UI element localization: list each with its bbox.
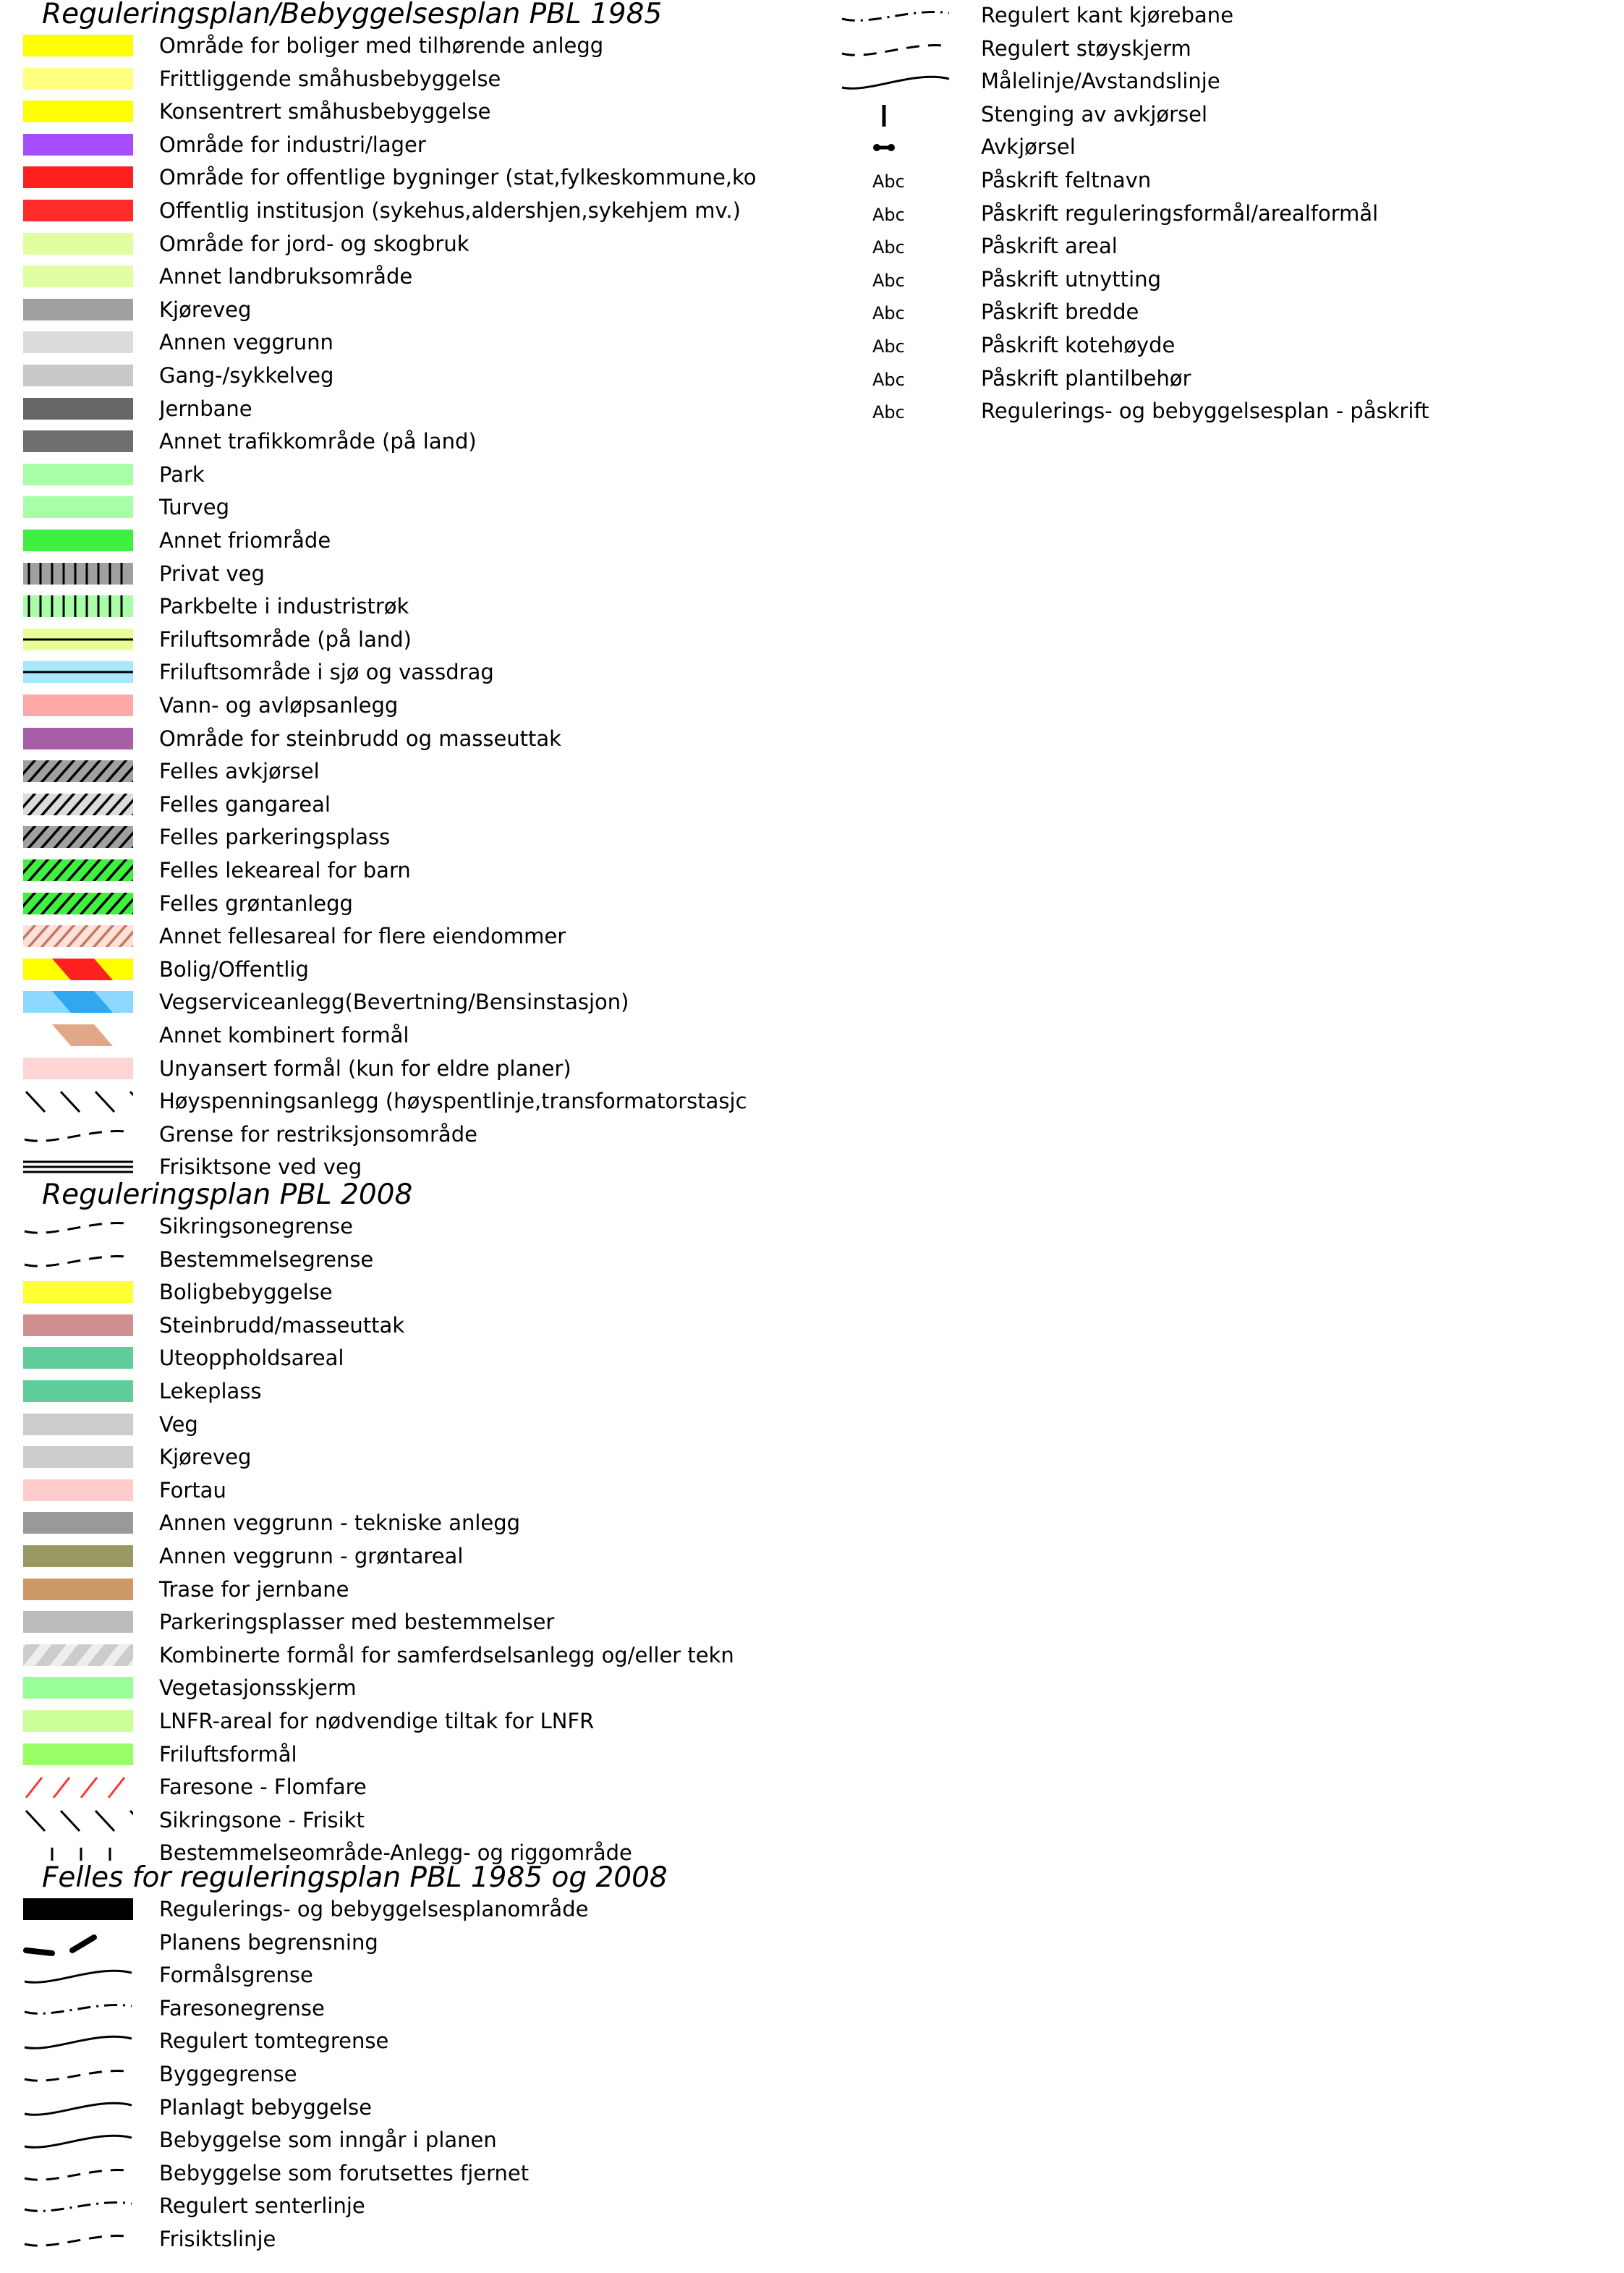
legend-item — [0, 1958, 817, 1992]
legend-symbol-curve — [23, 2091, 133, 2124]
legend-label: Friluftsområde i sjø og vassdrag — [159, 660, 494, 684]
legend-label: Annet landbruksområde — [159, 264, 413, 289]
legend-label: Påskrift utnytting — [981, 267, 1162, 292]
legend-item — [0, 953, 817, 986]
legend-item — [0, 722, 817, 755]
svg-text:Abc: Abc — [872, 402, 905, 422]
legend-label: Steinbrudd/masseuttak — [159, 1313, 405, 1338]
section-heading: Reguleringsplan/Bebyggelsesplan PBL 1985 — [42, 0, 663, 30]
legend-label: Sikringsonegrense — [159, 1214, 353, 1239]
legend-label: Jernbane — [159, 396, 252, 421]
legend-item — [0, 1309, 817, 1342]
legend-symbol-fill — [23, 1671, 133, 1704]
legend-label: Påskrift kotehøyde — [981, 333, 1176, 357]
legend-label: Annet trafikkområde (på land) — [159, 429, 477, 454]
legend-symbol-arrow — [841, 130, 951, 163]
legend-label: Vegetasjonsskjerm — [159, 1675, 357, 1700]
legend-label: Felles gangareal — [159, 792, 331, 817]
legend-label: Boligbebyggelse — [159, 1280, 333, 1304]
legend-symbol-hatch — [23, 820, 133, 854]
legend-item — [0, 295, 1603, 328]
legend-symbol-fill — [23, 1474, 133, 1507]
legend-item — [0, 263, 1603, 296]
legend-symbol-dashcurve — [23, 2057, 133, 2091]
legend-label: Vann- og avløpsanlegg — [159, 693, 399, 718]
legend-item — [0, 2222, 817, 2256]
legend-label: Trase for jernbane — [159, 1577, 349, 1602]
section-heading: Felles for reguleringsplan PBL 1985 og 2008 — [42, 1861, 668, 1894]
legend-label: Lekeplass — [159, 1379, 262, 1403]
svg-text:Abc: Abc — [872, 271, 905, 291]
legend-item — [0, 1926, 817, 1959]
legend-symbol-combo — [23, 985, 133, 1019]
legend-item — [0, 197, 1603, 230]
legend-label: Byggegrense — [159, 2062, 297, 2086]
legend-label: Parkeringsplasser med bestemmelser — [159, 1610, 555, 1634]
legend-item — [0, 1052, 817, 1085]
legend-item — [0, 590, 817, 623]
legend-label: Bestemmelsegrense — [159, 1247, 374, 1272]
legend-symbol-greystripe — [23, 1639, 133, 1672]
legend-label: Målelinje/Avstandslinje — [981, 69, 1220, 93]
legend-item — [0, 1506, 817, 1539]
legend-item — [0, 229, 1603, 263]
legend-item — [0, 98, 1603, 131]
legend-label: Planlagt bebyggelse — [159, 2095, 373, 2120]
legend-item — [0, 1892, 817, 1926]
legend-label: Planens begrensning — [159, 1930, 378, 1955]
legend-label: Felles lekeareal for barn — [159, 858, 411, 883]
legend-item — [0, 1605, 817, 1639]
legend-label: Friluftsområde (på land) — [159, 627, 412, 652]
legend-label: Formålsgrense — [159, 1963, 313, 1987]
legend-symbol-thickdash — [23, 1926, 133, 1959]
legend-symbol-fill — [23, 1375, 133, 1408]
legend-item — [0, 130, 1603, 163]
legend-label: Friluftsformål — [159, 1742, 297, 1767]
legend-symbol-dashdot — [841, 0, 951, 32]
legend-symbol-fill — [23, 458, 133, 491]
legend-item — [0, 1243, 817, 1276]
legend-symbol-vbars — [23, 590, 133, 623]
legend-symbol-text — [841, 328, 951, 362]
legend-item — [0, 32, 1603, 65]
legend-item — [0, 458, 817, 491]
legend-label: Annet friområde — [159, 528, 331, 553]
legend-symbol-fill — [23, 1573, 133, 1606]
legend-symbol-curve — [23, 2024, 133, 2057]
legend-item — [0, 163, 1603, 197]
legend-symbol-hatch — [23, 755, 133, 788]
legend-item — [0, 1440, 817, 1474]
legend-symbol-text — [841, 197, 951, 230]
legend-label: Konsentrert småhusbebyggelse — [159, 99, 491, 124]
legend-item — [0, 1474, 817, 1507]
legend-item — [0, 854, 817, 887]
legend-label: Frisiktslinje — [159, 2227, 276, 2251]
legend-label: Felles avkjørsel — [159, 759, 320, 783]
legend-item — [0, 655, 817, 689]
legend-label: Kombinerte formål for samferdselsanlegg og/eller tekn — [159, 1643, 734, 1667]
legend-item — [0, 557, 817, 590]
legend-symbol-text — [841, 394, 951, 428]
legend-label: Regulerings- og bebyggelsesplan - påskrift — [981, 399, 1429, 423]
legend-item — [0, 1118, 817, 1151]
legend-item — [0, 524, 817, 557]
legend-symbol-fill — [23, 1539, 133, 1573]
legend-label: Annen veggrunn - grøntareal — [159, 1544, 464, 1568]
legend-item — [0, 887, 817, 920]
legend-label: Avkjørsel — [981, 135, 1076, 159]
svg-text:Abc: Abc — [872, 336, 905, 357]
legend-label: Område for industri/lager — [159, 132, 426, 157]
legend-symbol-fill — [23, 1440, 133, 1474]
legend-item — [0, 2091, 817, 2124]
legend-symbol-fill — [23, 490, 133, 524]
legend-item — [0, 2189, 817, 2222]
legend-label: Stenging av avkjørsel — [981, 102, 1208, 127]
legend-label: Frisiktsone ved veg — [159, 1155, 362, 1179]
legend-label: Regulert senterlinje — [159, 2193, 365, 2218]
legend-label: Park — [159, 462, 205, 487]
legend-symbol-fill — [23, 1408, 133, 1441]
legend-label: Parkbelte i industristrøk — [159, 594, 409, 619]
legend-item — [0, 1671, 817, 1704]
svg-text:Abc: Abc — [872, 237, 905, 258]
legend-label: Høyspenningsanlegg (høyspentlinje,transformatorstasjc — [159, 1089, 747, 1113]
legend-label: Felles parkeringsplass — [159, 825, 391, 849]
legend-label: Faresonegrense — [159, 1996, 325, 2021]
legend-label: Gang-/sykkelveg — [159, 363, 334, 388]
legend-label: Område for jord- og skogbruk — [159, 231, 469, 256]
legend-label: Regulert tomtegrense — [159, 2028, 389, 2053]
legend-label: Kjøreveg — [159, 297, 252, 322]
legend-symbol-fill — [23, 524, 133, 557]
legend-symbol-dashcurve — [23, 2222, 133, 2256]
legend-item — [0, 328, 1603, 362]
legend-item — [0, 788, 817, 821]
svg-text:Abc: Abc — [872, 205, 905, 225]
legend-symbol-dashcurve — [23, 1118, 133, 1151]
legend-symbol-fill — [23, 1506, 133, 1539]
legend-symbol-slash — [23, 1770, 133, 1803]
svg-text:Abc: Abc — [872, 303, 905, 323]
legend-item — [0, 1375, 817, 1408]
legend-symbol-text — [841, 163, 951, 197]
section-heading: Reguleringsplan PBL 2008 — [42, 1178, 413, 1211]
legend-item — [0, 1539, 817, 1573]
legend-label: Bebyggelse som inngår i planen — [159, 2128, 497, 2152]
legend-symbol-curve — [841, 64, 951, 98]
svg-text:Abc: Abc — [872, 171, 905, 192]
legend-label: Område for boliger med tilhørende anlegg — [159, 33, 604, 58]
legend-label: Påskrift bredde — [981, 299, 1139, 324]
legend-symbol-combo — [23, 953, 133, 986]
legend-symbol-fill — [23, 722, 133, 755]
legend-symbol-text — [841, 263, 951, 296]
legend-item — [0, 425, 817, 458]
legend-item — [0, 1738, 817, 1771]
legend-item — [0, 1992, 817, 2025]
legend-item — [0, 394, 1603, 428]
legend-symbol-fill — [23, 1704, 133, 1738]
legend-label: Grense for restriksjonsområde — [159, 1122, 477, 1147]
svg-text:Abc: Abc — [872, 370, 905, 390]
legend-item — [0, 1573, 817, 1606]
legend-label: Kjøreveg — [159, 1445, 252, 1469]
legend-item — [0, 1210, 817, 1243]
legend-item — [0, 362, 1603, 395]
legend-symbol-dashcurve — [841, 32, 951, 65]
legend-label: LNFR-areal for nødvendige tiltak for LNFR — [159, 1709, 595, 1733]
legend-label: Offentlig institusjon (sykehus,aldershjen,sykehjem mv.) — [159, 198, 741, 223]
legend-label: Annet kombinert formål — [159, 1023, 409, 1048]
legend-label: Sikringsone - Frisikt — [159, 1808, 365, 1832]
legend-symbol-midline — [23, 623, 133, 656]
legend-symbol-dashdot — [23, 2189, 133, 2222]
legend-symbol-backslash — [23, 1803, 133, 1837]
legend-label: Bolig/Offentlig — [159, 957, 309, 982]
legend-symbol-vbar — [841, 98, 951, 131]
legend-label: Regulert kant kjørebane — [981, 3, 1234, 27]
legend-symbol-hatch — [23, 854, 133, 887]
legend-item — [0, 919, 817, 953]
legend-symbol-curve — [23, 1958, 133, 1992]
legend-item — [0, 1084, 817, 1118]
legend-label: Påskrift areal — [981, 234, 1118, 258]
legend-item — [0, 1803, 817, 1837]
legend-symbol-fill — [23, 1738, 133, 1771]
legend-label: Regulerings- og bebyggelsesplanområde — [159, 1897, 589, 1921]
legend-symbol-text — [841, 362, 951, 395]
legend-item — [0, 2123, 817, 2157]
legend-label: Bebyggelse som forutsettes fjernet — [159, 2161, 530, 2185]
legend-symbol-fill — [23, 1052, 133, 1085]
legend-item — [0, 1341, 817, 1375]
legend-label: Uteoppholdsareal — [159, 1346, 344, 1370]
legend-label: Område for offentlige bygninger (stat,fylkeskommune,ko — [159, 165, 757, 190]
legend-label: Påskrift feltnavn — [981, 168, 1152, 192]
legend-symbol-vbars — [23, 557, 133, 590]
legend-symbol-combo — [23, 1019, 133, 1052]
legend-item — [0, 1275, 817, 1309]
legend-symbol-fill — [23, 689, 133, 722]
legend-label: Annen veggrunn - tekniske anlegg — [159, 1511, 521, 1535]
legend-symbol-fill — [23, 1341, 133, 1375]
legend-item — [0, 623, 817, 656]
legend-item — [0, 820, 817, 854]
legend-symbol-dashcurve — [23, 1210, 133, 1243]
legend-symbol-fill — [23, 425, 133, 458]
legend-symbol-text — [841, 229, 951, 263]
legend-symbol-dashcurve — [23, 1243, 133, 1276]
legend-item — [0, 1408, 817, 1441]
legend-item — [0, 2157, 817, 2190]
legend-symbol-fill — [23, 1275, 133, 1309]
legend-item — [0, 1704, 817, 1738]
legend-item — [0, 1019, 817, 1052]
legend-label: Påskrift plantilbehør — [981, 366, 1191, 391]
legend-label: Påskrift reguleringsformål/arealformål — [981, 201, 1379, 226]
legend-item — [0, 2024, 817, 2057]
legend-item — [0, 0, 1603, 32]
legend-label: Område for steinbrudd og masseuttak — [159, 726, 561, 751]
legend-item — [0, 1770, 817, 1803]
legend-symbol-text — [841, 295, 951, 328]
legend-symbol-hatch — [23, 919, 133, 953]
legend-symbol-dashcurve — [23, 2157, 133, 2190]
legend-symbol-curve — [23, 2123, 133, 2157]
legend-symbol-fill — [23, 1892, 133, 1926]
legend-label: Felles grøntanlegg — [159, 891, 353, 916]
legend-item — [0, 64, 1603, 98]
legend-symbol-backslash — [23, 1084, 133, 1118]
legend-label: Bestemmelseområde-Anlegg- og riggområde — [159, 1840, 632, 1865]
legend-item — [0, 755, 817, 788]
legend-item — [0, 490, 817, 524]
legend-symbol-hatch — [23, 788, 133, 821]
legend-symbol-fill — [23, 1605, 133, 1639]
legend-label: Fortau — [159, 1478, 226, 1503]
legend-label: Unyansert formål (kun for eldre planer) — [159, 1056, 571, 1081]
legend-label: Faresone - Flomfare — [159, 1775, 367, 1799]
legend-label: Annen veggrunn — [159, 330, 333, 354]
legend-symbol-dashdot — [23, 1992, 133, 2025]
legend-label: Vegserviceanlegg(Bevertning/Bensinstasjon) — [159, 990, 629, 1014]
legend-item — [0, 1639, 817, 1672]
legend-symbol-hatch — [23, 887, 133, 920]
legend-label: Privat veg — [159, 561, 265, 586]
legend-label: Turveg — [159, 495, 230, 519]
legend-symbol-midline — [23, 655, 133, 689]
legend-label: Annet fellesareal for flere eiendommer — [159, 924, 566, 948]
legend-label: Frittliggende småhusbebyggelse — [159, 67, 501, 91]
legend-label: Regulert støyskjerm — [981, 36, 1191, 61]
legend-item — [0, 985, 817, 1019]
legend-symbol-fill — [23, 1309, 133, 1342]
legend-item — [0, 689, 817, 722]
legend-label: Veg — [159, 1412, 198, 1437]
legend-item — [0, 2057, 817, 2091]
